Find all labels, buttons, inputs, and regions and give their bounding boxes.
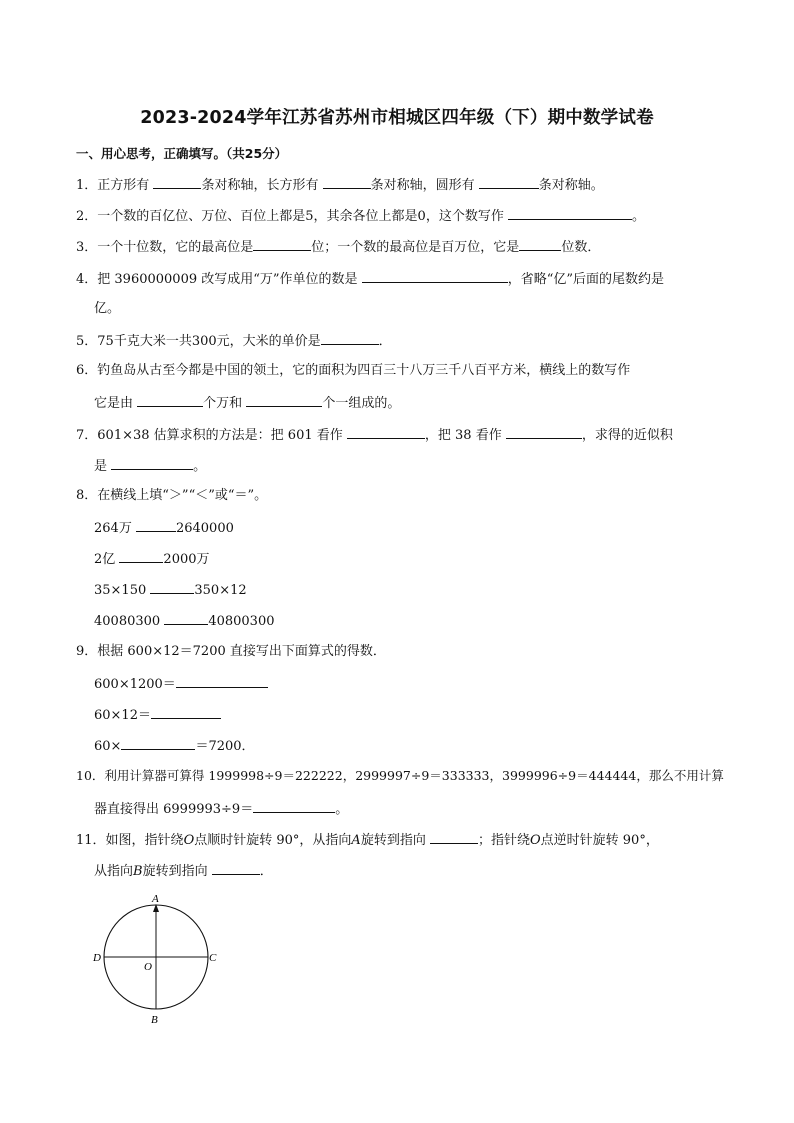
question-text: 。 xyxy=(631,209,645,224)
compare-item: 35×150 350×12 xyxy=(94,583,247,598)
compare-item: 2亿 2000万 xyxy=(94,552,210,567)
answer-blank[interactable] xyxy=(321,332,379,345)
calc-item: 60×12＝ xyxy=(94,706,221,724)
compare-item: 40080300 40800300 xyxy=(94,614,275,629)
question-text: 点顺时针旋转 90°，从指向 xyxy=(194,833,352,848)
label-d: D xyxy=(93,952,101,964)
answer-blank[interactable] xyxy=(153,176,201,189)
question-1 xyxy=(76,176,604,194)
question-number: 6． xyxy=(76,363,98,378)
question-text: ． xyxy=(378,334,392,349)
answer-blank[interactable] xyxy=(323,176,371,189)
question-10-continued xyxy=(94,800,348,818)
question-text: 。 xyxy=(335,802,349,817)
question-11: 11．如图，指针绕O点顺时针旋转 90°，从指向A旋转到指向 ；指针绕O点逆时针旋转 90°， xyxy=(76,833,659,848)
question-6-continued xyxy=(94,394,400,412)
answer-blank[interactable] xyxy=(479,176,539,189)
question-text: ；指针绕 xyxy=(477,833,530,848)
answer-blank[interactable] xyxy=(111,457,193,470)
page-title: 2023-2024学年江苏省苏州市相城区四年级（下）期中数学试卷 xyxy=(140,108,654,128)
question-text: 条对称轴，长方形有 xyxy=(201,178,319,193)
question-text: ，求得的近似积 xyxy=(581,428,673,443)
question-10 xyxy=(76,768,724,784)
answer-blank[interactable] xyxy=(253,238,311,251)
question-number: 1． xyxy=(76,178,98,193)
question-text: 在横线上填“＞”“＜”或“＝”。 xyxy=(97,488,268,503)
rotation-dial-figure xyxy=(88,892,228,1027)
label-a: A xyxy=(152,893,159,905)
section-heading: 一、用心思考，正确填写。（共25分） xyxy=(76,146,288,161)
question-number: 11． xyxy=(76,833,106,848)
question-9 xyxy=(76,644,386,660)
question-text: 根据 600×12＝7200 直接写出下面算式的得数． xyxy=(97,644,386,659)
question-4-continued xyxy=(94,301,120,317)
question-text: 把 3960000009 改写成用“万”作单位的数是 xyxy=(97,272,358,287)
question-3 xyxy=(76,238,600,256)
question-text: 利用计算器可算得 1999998÷9＝222222，2999997÷9＝333333，3999996÷9＝444444，那么不用计算 xyxy=(104,768,724,783)
calc-item: 60× ＝7200． xyxy=(94,739,255,754)
answer-blank[interactable] xyxy=(136,519,176,532)
question-text: 个一组成的。 xyxy=(322,396,401,411)
calc-item: 600×1200＝ xyxy=(94,675,268,693)
question-number: 4． xyxy=(76,272,98,287)
question-text: ． xyxy=(259,864,273,879)
question-number: 9． xyxy=(76,644,98,659)
question-number: 8． xyxy=(76,488,98,503)
question-11-continued: 从指向B旋转到指向 ． xyxy=(94,864,273,879)
question-text: 点逆时针旋转 90°， xyxy=(540,833,659,848)
question-4 xyxy=(76,270,664,288)
answer-blank[interactable] xyxy=(151,706,221,719)
question-text: 是 xyxy=(94,459,108,474)
answer-blank[interactable] xyxy=(121,737,195,750)
answer-blank[interactable] xyxy=(164,612,208,625)
question-text: 一个十位数，它的最高位是 xyxy=(97,240,254,255)
compare-item: 264万 2640000 xyxy=(94,521,234,536)
question-8 xyxy=(76,488,267,504)
question-number: 3． xyxy=(76,240,98,255)
question-6 xyxy=(76,363,630,379)
answer-blank[interactable] xyxy=(176,675,268,688)
question-text: 旋转到指向 xyxy=(360,833,426,848)
question-2 xyxy=(76,207,645,225)
question-text: 601×38 估算求积的方法是：把 601 看作 xyxy=(97,428,343,443)
answer-blank[interactable] xyxy=(506,426,582,439)
answer-blank[interactable] xyxy=(519,238,561,251)
label-c: C xyxy=(209,952,217,964)
question-text: ，省略“亿”后面的尾数约是 xyxy=(507,272,664,287)
question-text: 旋转到指向 xyxy=(142,864,208,879)
question-text: 如图，指针绕 xyxy=(105,833,184,848)
question-text: 器直接得出 6999993÷9＝ xyxy=(94,802,254,817)
question-7 xyxy=(76,426,673,444)
label-b: B xyxy=(151,1014,158,1026)
answer-blank[interactable] xyxy=(137,394,203,407)
answer-blank[interactable] xyxy=(212,862,260,875)
answer-blank[interactable] xyxy=(119,550,163,563)
question-text: 个万和 xyxy=(203,396,243,411)
question-text: 亿。 xyxy=(94,301,121,316)
question-text: 钓鱼岛从古至今都是中国的领土，它的面积为四百三十八万三千八百平方米，横线上的数写作 xyxy=(97,363,631,378)
question-text: 从指向 xyxy=(94,864,134,879)
question-text: ，把 38 看作 xyxy=(424,428,502,443)
answer-blank[interactable] xyxy=(150,581,194,594)
question-number: 2． xyxy=(76,209,98,224)
question-text: 位数． xyxy=(561,240,601,255)
question-5 xyxy=(76,332,392,350)
answer-blank[interactable] xyxy=(347,426,425,439)
label-o: O xyxy=(144,961,152,973)
question-text: 。 xyxy=(193,459,207,474)
answer-blank[interactable] xyxy=(253,800,335,813)
question-number: 5． xyxy=(76,334,98,349)
question-text: 条对称轴，圆形有 xyxy=(370,178,475,193)
question-7-continued xyxy=(94,457,206,475)
question-number: 7． xyxy=(76,428,98,443)
question-text: 一个数的百亿位、万位、百位上都是5，其余各位上都是0，这个数写作 xyxy=(97,209,504,224)
question-text: 条对称轴。 xyxy=(538,178,604,193)
answer-blank[interactable] xyxy=(508,207,632,220)
question-text: 它是由 xyxy=(94,396,134,411)
question-number: 10． xyxy=(76,768,105,783)
question-text: 75千克大米一共300元，大米的单价是 xyxy=(97,334,321,349)
answer-blank[interactable] xyxy=(362,270,508,283)
answer-blank[interactable] xyxy=(246,394,322,407)
question-text: 位；一个数的最高位是百万位，它是 xyxy=(311,240,520,255)
question-text: 正方形有 xyxy=(97,178,150,193)
answer-blank[interactable] xyxy=(430,831,478,844)
